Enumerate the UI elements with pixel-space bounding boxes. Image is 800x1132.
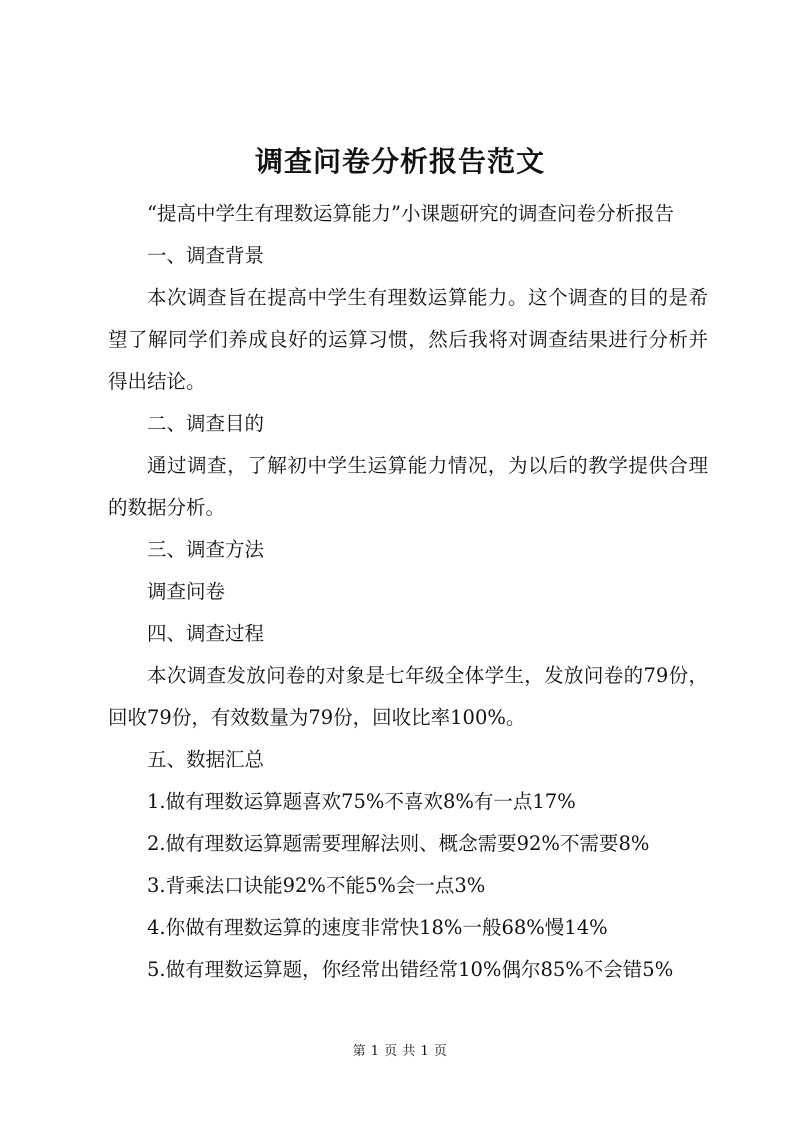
- summary-item: 2.做有理数运算题需要理解法则、概念需要92%不需要8%: [147, 832, 650, 855]
- section-heading-method: 三、调查方法: [147, 538, 265, 561]
- document-title: 调查问卷分析报告范文: [254, 145, 545, 178]
- page-footer: 第 1 页 共 1 页: [352, 1044, 448, 1059]
- document-body: [108, 193, 708, 991]
- section-heading-background: 一、调查背景: [147, 244, 265, 267]
- paragraph-process: 本次调查发放问卷的对象是七年级全体学生，发放问卷的79份，回收79份，有效数量为79份，回收比率100%。: [108, 664, 708, 729]
- summary-item: 3.背乘法口诀能92%不能5%会一点3%: [147, 874, 486, 897]
- section-heading-summary: 五、数据汇总: [147, 748, 265, 771]
- summary-item: 4.你做有理数运算的速度非常快18%一般68%慢14%: [147, 916, 608, 939]
- section-heading-purpose: 二、调查目的: [147, 412, 265, 435]
- paragraph-method: 调查问卷: [147, 580, 226, 603]
- paragraph-purpose: 通过调查，了解初中学生运算能力情况，为以后的教学提供合理的数据分析。: [108, 454, 708, 519]
- section-heading-process: 四、调查过程: [147, 622, 265, 645]
- summary-item: 1.做有理数运算题喜欢75%不喜欢8%有一点17%: [147, 790, 576, 813]
- paragraph-background: 本次调查旨在提高中学生有理数运算能力。这个调查的目的是希望了解同学们养成良好的运算习惯，然后我将对调查结果进行分析并得出结论。: [108, 286, 708, 393]
- summary-item: 5.做有理数运算题，你经常出错经常10%偶尔85%不会错5%: [147, 958, 674, 981]
- report-subtitle: “提高中学生有理数运算能力”小课题研究的调查问卷分析报告: [147, 202, 674, 225]
